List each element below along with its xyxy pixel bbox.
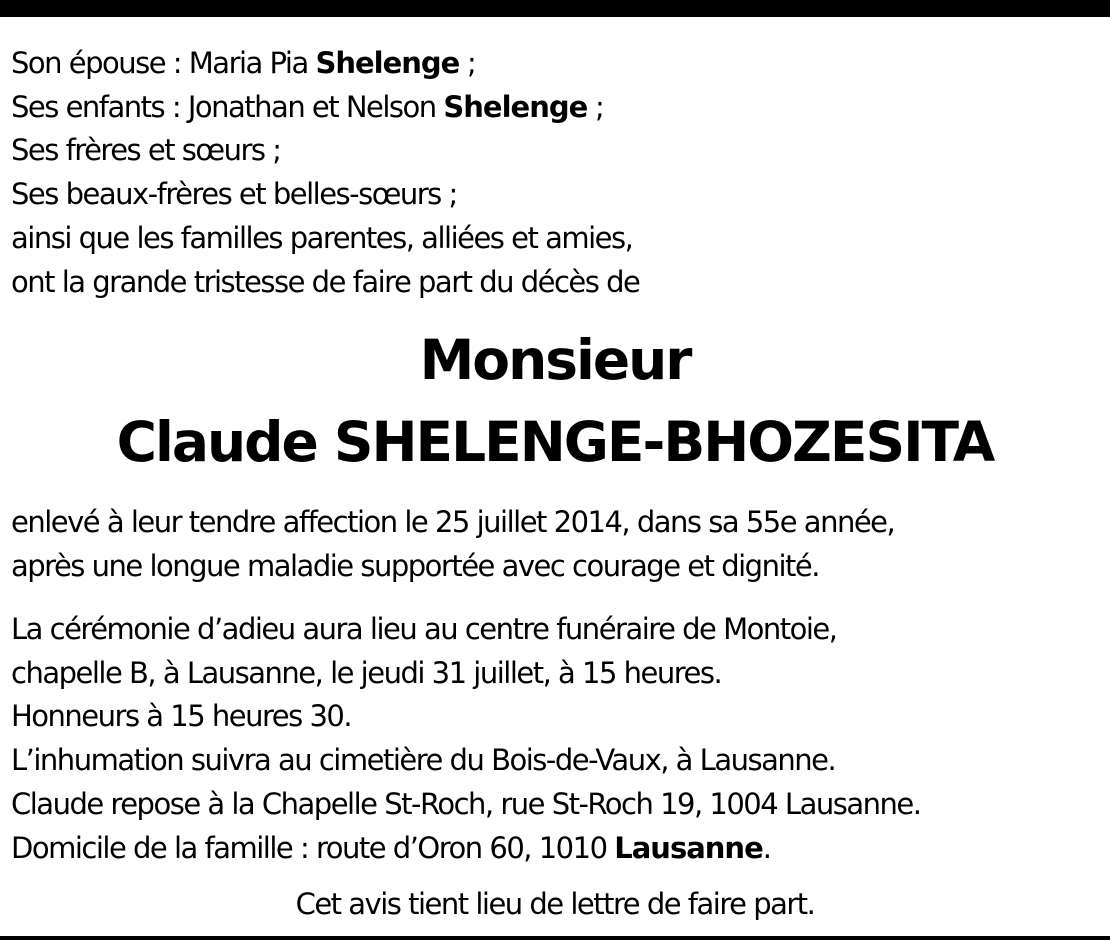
ceremony-line-1: La cérémonie d’adieu aura lieu au centre funéraire de Montoie, <box>11 612 837 646</box>
deceased-name: Claude SHELENGE-BHOZESITA <box>116 410 994 474</box>
top-border-rule <box>0 0 1110 17</box>
closing-note: Cet avis tient lieu de lettre de faire part. <box>295 887 815 921</box>
deceased-honorific: Monsieur <box>419 328 691 392</box>
spouse-line: Son épouse : Maria Pia Shelenge ; <box>11 46 476 80</box>
domicile-city: Lausanne <box>614 830 763 865</box>
domicile-line: Domicile de la famille : route d’Oron 60, 1010 Lausanne. <box>11 830 771 865</box>
bottom-border-rule <box>0 936 1110 940</box>
ceremony-details <box>11 608 920 870</box>
announcement-line: ont la grande tristesse de faire part du décès de <box>11 264 640 299</box>
death-details <box>11 501 894 588</box>
honours-line: Honneurs à 15 heures 30. <box>11 699 352 734</box>
children-surname: Shelenge <box>443 89 588 124</box>
family-list <box>11 42 639 304</box>
in-laws-line: Ses beaux-frères et belles-sœurs ; <box>11 177 457 212</box>
siblings-line: Ses frères et sœurs ; <box>11 133 281 168</box>
children-line: Ses enfants : Jonathan et Nelson Shelenge ; <box>11 89 604 124</box>
ceremony-line-2: chapelle B, à Lausanne, le jeudi 31 juillet, à 15 heures. <box>11 655 722 690</box>
relatives-line: ainsi que les familles parentes, alliées et amies, <box>11 220 633 255</box>
death-line-2: après une longue maladie supportée avec courage et dignité. <box>11 548 819 583</box>
repose-line: Claude repose à la Chapelle St-Roch, rue St-Roch 19, 1004 Lausanne. <box>11 786 921 821</box>
spouse-surname: Shelenge <box>315 46 460 80</box>
death-line-1: enlevé à leur tendre affection le 25 juillet 2014, dans sa 55e année, <box>11 505 895 539</box>
burial-line: L’inhumation suivra au cimetière du Bois-de-Vaux, à Lausanne. <box>11 743 836 778</box>
